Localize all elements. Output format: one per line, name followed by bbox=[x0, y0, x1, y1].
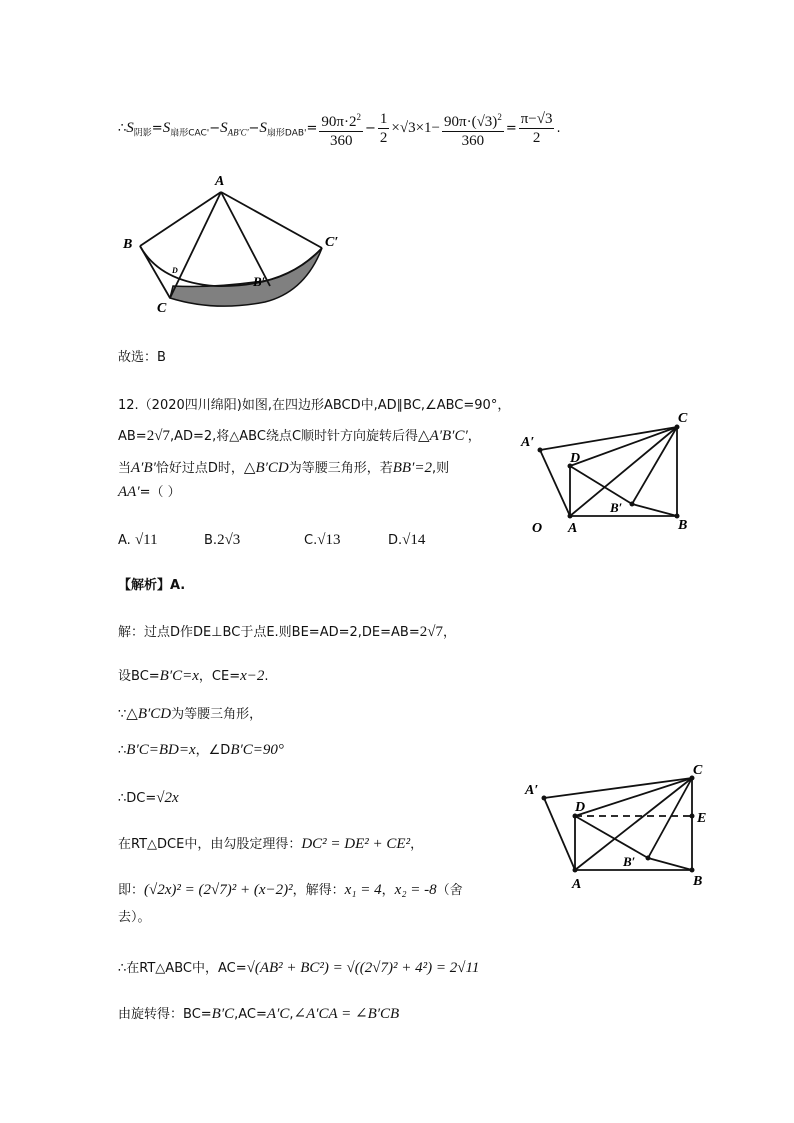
label-a: A bbox=[215, 174, 225, 189]
shaded-region bbox=[170, 248, 322, 306]
label-a-prime: A′ bbox=[521, 435, 535, 450]
label-b-prime: B′ bbox=[623, 854, 636, 869]
label-b: B bbox=[678, 518, 688, 533]
label-a: A bbox=[572, 877, 582, 892]
therefore-symbol: ∴ bbox=[118, 121, 127, 136]
solution-line4: ∴B′C=BD=x，∠DB′C=90° bbox=[118, 742, 284, 758]
label-c-prime: C′ bbox=[325, 235, 339, 250]
answer-line: 故选：B bbox=[118, 350, 166, 365]
label-c: C bbox=[678, 411, 688, 426]
solution-line1: 解：过点D作DE⊥BC于点E.则BE=AD=2,DE=AB=2√7， bbox=[118, 624, 456, 640]
label-d: D bbox=[575, 800, 586, 815]
option-c: C.√13 bbox=[304, 532, 341, 548]
solution-line3: ∵△B′CD为等腰三角形， bbox=[118, 706, 263, 722]
q12-line3: 当A′B′恰好过点D时，△B′CD为等腰三角形，若BB′=2,则 bbox=[118, 460, 450, 476]
q12-line1: 12.（2020四川绵阳)如图,在四边形ABCD中,AD∥BC,∠ABC=90°， bbox=[118, 398, 511, 413]
figure-solution bbox=[520, 758, 720, 894]
label-e: E bbox=[697, 811, 707, 826]
label-b: B bbox=[123, 237, 133, 252]
label-o: O bbox=[532, 521, 543, 536]
area-formula: $\therefore S_{阴影}=S_{扇形CAC'}-S_{AB'C'}-S_{扇形DAB'}=$ $\frac{90\pi\cdot 2^2}{360}$ − $\frac{1}{2}$ ×√3×1− $\frac{90\pi\cdot(√3)^2}{360}$ = $\frac{\pi-√3}{2}$ . bbox=[118, 106, 561, 150]
solution-line7: 即：(√2x)² = (2√7)² + (x−2)²，解得：x₁ = 4，x₂ = -8（舍 bbox=[118, 882, 463, 898]
option-b: B.2√3 bbox=[204, 532, 241, 548]
solution-line5: ∴DC=√2x bbox=[118, 790, 179, 806]
label-b-prime: B′ bbox=[253, 274, 266, 289]
label-d: D bbox=[570, 451, 581, 466]
option-a: A. √11 bbox=[118, 532, 158, 548]
solution-line8: 去）。 bbox=[118, 910, 151, 925]
label-b: B bbox=[693, 874, 703, 889]
figure-sector bbox=[115, 170, 355, 320]
fraction-2: $\frac{90\pi\cdot(√3)^2}{360}$ bbox=[442, 108, 504, 150]
solution-line6: 在RT△DCE中，由勾股定理得：DC² = DE² + CE²， bbox=[118, 836, 424, 852]
label-c: C bbox=[693, 763, 703, 778]
q12-line2: AB=2√7,AD=2,将△ABC绕点C顺时针方向旋转后得△A′B′C′， bbox=[118, 428, 481, 444]
solution-line2: 设BC=B′C=x，CE=x−2. bbox=[118, 668, 269, 684]
figure-quadrilateral bbox=[518, 408, 704, 538]
label-a-prime: A′ bbox=[525, 783, 539, 798]
label-c: C bbox=[157, 301, 167, 316]
solution-line10: 由旋转得：BC=B′C,AC=A′C,∠A′CA = ∠B′CB bbox=[118, 1006, 400, 1022]
q12-line4: AA′=（ ） bbox=[118, 484, 181, 500]
option-d: D.√14 bbox=[388, 532, 426, 548]
label-a: A bbox=[568, 521, 578, 536]
solution-title: 【解析】A. bbox=[118, 578, 186, 593]
label-b-prime: B′ bbox=[610, 500, 623, 515]
solution-line9: ∴在RT△ABC中，AC=√(AB² + BC²) = √((2√7)² + 4²) = 2√11 bbox=[118, 960, 480, 976]
segment-ac bbox=[170, 192, 221, 298]
fraction-result: $\frac{\pi-√3}{2}$ bbox=[520, 111, 553, 146]
fraction-1: $\frac{90\pi\cdot 2^2}{360}$ bbox=[319, 108, 363, 150]
fraction-half: $\frac{1}{2}$ bbox=[379, 111, 388, 146]
label-d: D bbox=[172, 266, 178, 275]
